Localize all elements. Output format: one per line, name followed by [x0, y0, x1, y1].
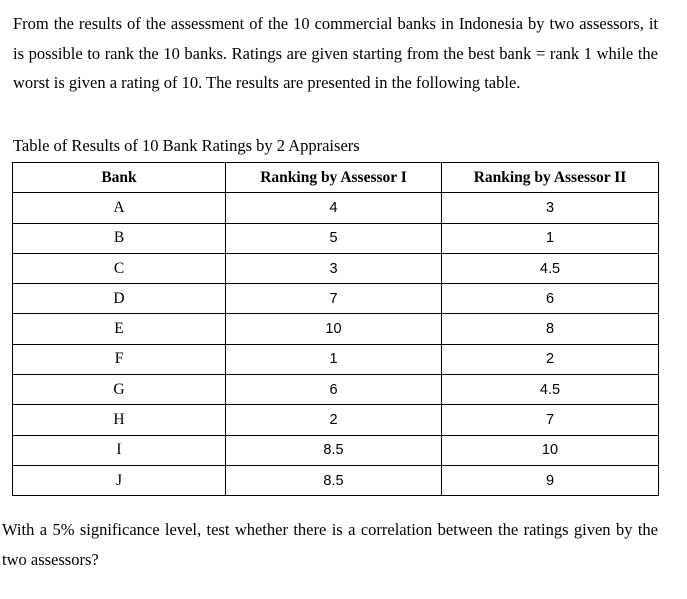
table-caption: Table of Results of 10 Bank Ratings by 2 Appraisers: [13, 136, 360, 155]
cell-assessor-1: 6: [226, 375, 442, 405]
cell-assessor-1: 1: [226, 344, 442, 374]
cell-assessor-2: 8: [442, 314, 659, 344]
ratings-table: [12, 162, 659, 496]
question-paragraph: With a 5% significance level, test whether there is a correlation between the ratings given by the two assessors?: [2, 520, 658, 569]
cell-bank: H: [13, 405, 226, 435]
cell-assessor-1: 5: [226, 223, 442, 253]
table-row: [13, 344, 659, 374]
cell-assessor-2: 6: [442, 284, 659, 314]
cell-bank: E: [13, 314, 226, 344]
table-row: [13, 465, 659, 495]
cell-bank: F: [13, 344, 226, 374]
table-header-row: [13, 163, 659, 193]
table-row: [13, 435, 659, 465]
cell-assessor-2: 4.5: [442, 375, 659, 405]
cell-assessor-2: 9: [442, 465, 659, 495]
table-row: [13, 405, 659, 435]
cell-assessor-2: 10: [442, 435, 659, 465]
cell-bank: I: [13, 435, 226, 465]
cell-assessor-1: 3: [226, 253, 442, 283]
table-row: [13, 223, 659, 253]
table-row: [13, 284, 659, 314]
header-bank: Bank: [13, 163, 226, 193]
table-row: [13, 375, 659, 405]
table-row: [13, 253, 659, 283]
cell-bank: J: [13, 465, 226, 495]
cell-bank: G: [13, 375, 226, 405]
cell-bank: D: [13, 284, 226, 314]
table-row: [13, 193, 659, 223]
cell-assessor-2: 1: [442, 223, 659, 253]
cell-assessor-2: 2: [442, 344, 659, 374]
cell-assessor-2: 3: [442, 193, 659, 223]
cell-bank: C: [13, 253, 226, 283]
cell-assessor-1: 4: [226, 193, 442, 223]
header-assessor-2: Ranking by Assessor II: [442, 163, 659, 193]
cell-assessor-1: 10: [226, 314, 442, 344]
cell-assessor-1: 8.5: [226, 465, 442, 495]
cell-assessor-1: 2: [226, 405, 442, 435]
table-row: [13, 314, 659, 344]
cell-assessor-2: 7: [442, 405, 659, 435]
cell-assessor-2: 4.5: [442, 253, 659, 283]
cell-assessor-1: 7: [226, 284, 442, 314]
header-assessor-1: Ranking by Assessor I: [226, 163, 442, 193]
cell-bank: B: [13, 223, 226, 253]
intro-paragraph: From the results of the assessment of the 10 commercial banks in Indonesia by two assessors, it is possible to rank the 10 banks. Ratings are given starting from the best bank = rank 1 while the worst is given a rating of 10. The results are presented in the following table.: [13, 14, 658, 92]
cell-assessor-1: 8.5: [226, 435, 442, 465]
cell-bank: A: [13, 193, 226, 223]
